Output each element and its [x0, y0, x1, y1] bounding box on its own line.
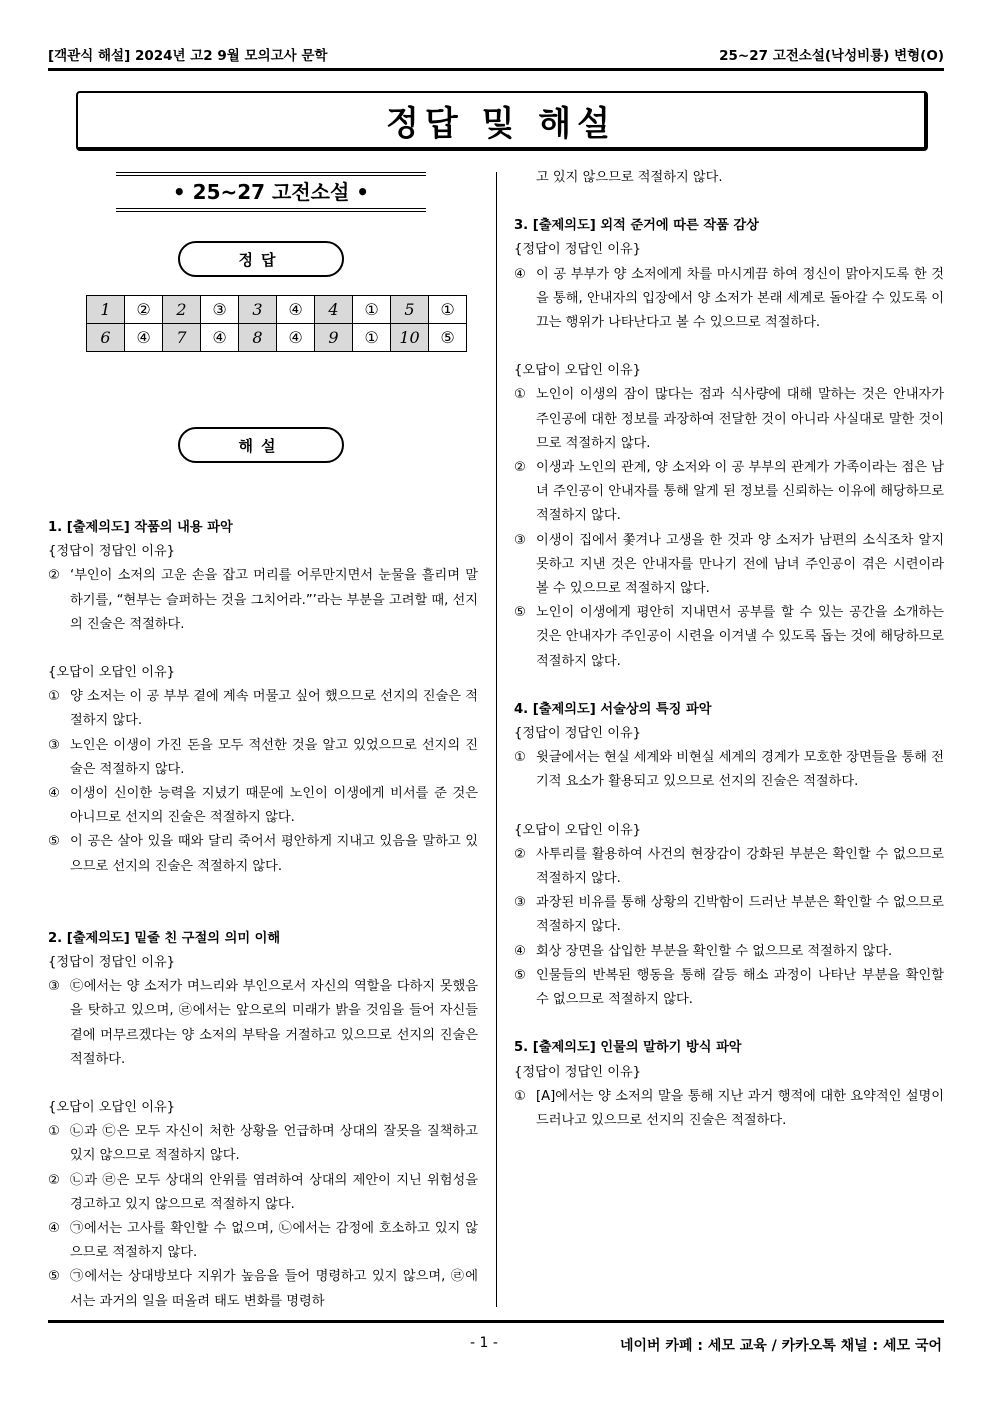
question-number: 7: [163, 324, 201, 352]
choice-marker: ④: [48, 786, 60, 802]
list-item: [48, 1169, 478, 1217]
explanation-text: ㉡과 ㉢은 모두 자신이 처한 상황을 언급하며 상대의 잘못을 질책하고 있지 않으므로 적절하지 않다.: [70, 1124, 478, 1164]
explanation-text: ㉡과 ㉣은 모두 상대의 안위를 염려하여 상대의 제안이 지닌 위험성을 경고하고 있지 않으므로 적절하지 않다.: [70, 1172, 478, 1212]
correct-reason-label: {정답이 정답인 이유}: [514, 1064, 642, 1080]
question-number: 10: [391, 324, 429, 352]
choice-marker: ①: [514, 1088, 526, 1104]
explanation-text: ㉢에서는 양 소저가 며느리와 부인으로서 자신의 역할을 다하지 못했음을 탓하고 있으며, ㉣에서는 앞으로의 미래가 밝을 것임을 들어 자신들 곁에 머무르겠다는 양 소저의 부탁을 거절하고 있으므로 선지의 진술은 적절하다.: [70, 979, 478, 1067]
list-item: [48, 685, 478, 733]
q1-title: 1. [출제의도] 작품의 내용 파악: [48, 520, 233, 535]
explanation-text: ‘부인이 소저의 고운 손을 잡고 머리를 어루만지면서 눈물을 흘리며 말하기를, “현부는 슬퍼하는 것을 그치어라.”’라는 부분을 고려할 때, 선지의 진술은 적절하다.: [70, 568, 478, 632]
correct-reason-label: {정답이 정답인 이유}: [48, 544, 176, 560]
answer-choice: ⑤: [429, 324, 467, 352]
header-left: [객관식 해설] 2024년 고2 9월 모의고사 문학: [48, 48, 328, 64]
list-item: [48, 975, 478, 1072]
page-number: - 1 -: [470, 1335, 498, 1351]
choice-marker: ⑤: [48, 1269, 60, 1285]
answer-table: [86, 295, 467, 352]
choice-marker: ④: [514, 943, 526, 959]
answer-row: [87, 296, 467, 324]
list-item: [514, 383, 944, 456]
answer-choice: ①: [429, 296, 467, 324]
answer-pill: 정답: [178, 241, 344, 277]
choice-marker: ④: [48, 1221, 60, 1237]
page-title: 정답 및 해설: [76, 91, 928, 151]
list-item: [48, 1120, 478, 1168]
topic-banner: [116, 172, 426, 212]
list-item: [514, 1085, 944, 1133]
answer-choice: ④: [125, 324, 163, 352]
wrong-reason-label: {오답이 오답인 이유}: [514, 363, 642, 379]
list-item: [514, 263, 944, 336]
list-item: [514, 746, 944, 794]
list-item: [48, 830, 478, 878]
choice-marker: ②: [48, 1172, 60, 1188]
list-item: [48, 1217, 478, 1265]
answer-choice: ①: [353, 296, 391, 324]
question-number: 1: [87, 296, 125, 324]
list-item: [514, 940, 944, 964]
explanation-text: [A]에서는 양 소저의 말을 통해 지난 과거 행적에 대한 요약적인 설명이 드러나고 있으므로 선지의 진술은 적절하다.: [536, 1088, 944, 1128]
list-item: [48, 782, 478, 830]
explanation-text: 이생이 신이한 능력을 지녔기 때문에 노인이 이생에게 비서를 준 것은 아니므로 선지의 진술은 적절하지 않다.: [70, 786, 478, 826]
choice-marker: ③: [514, 895, 526, 911]
question-number: 3: [239, 296, 277, 324]
choice-marker: ①: [514, 750, 526, 766]
choice-marker: ③: [48, 979, 60, 995]
choice-marker: ⑤: [514, 967, 526, 983]
explanation-text: 사투리를 활용하여 사건의 현장감이 강화된 부분은 확인할 수 없으므로 적절하지 않다.: [536, 846, 944, 887]
choice-marker: ⑤: [514, 605, 526, 621]
question-number: 5: [391, 296, 429, 324]
footer-credit: 네이버 카페 : 세모 교육 / 카카오톡 채널 : 세모 국어: [619, 1338, 942, 1354]
question-number: 8: [239, 324, 277, 352]
header-right: 25~27 고전소설(낙성비룡) 변형(O): [719, 48, 944, 64]
choice-marker: ②: [48, 568, 60, 584]
choice-marker: ④: [514, 266, 526, 282]
question-number: 6: [87, 324, 125, 352]
choice-marker: ⑤: [48, 834, 60, 850]
wrong-reason-label: {오답이 오답인 이유}: [48, 665, 176, 681]
footer-rule: [48, 1320, 944, 1323]
topic-title: • 25~27 고전소설 •: [172, 180, 370, 204]
answer-row: [87, 324, 467, 352]
header-rule: [48, 68, 944, 71]
right-column: [514, 166, 944, 1133]
continued-text: 고 있지 않으므로 적절하지 않다.: [536, 170, 723, 185]
explanation-text: 양 소저는 이 공 부부 곁에 계속 머물고 싶어 했으므로 선지의 진술은 적절하지 않다.: [70, 689, 478, 729]
explanation-text: 노인이 이생에게 평안히 지내면서 공부를 할 수 있는 공간을 소개하는 것은 안내자가 주인공이 시련을 이겨낼 수 있도록 돕는 것에 해당하므로 적절하지 않다.: [536, 605, 944, 669]
explanation-text: 인물들의 반복된 행동을 통해 갈등 해소 과정이 나타난 부분을 확인할 수 없으므로 적절하지 않다.: [536, 967, 944, 1008]
left-column: [48, 516, 478, 1314]
q3-title: 3. [출제의도] 외적 준거에 따른 작품 감상: [514, 218, 759, 234]
explanation-pill: 해설: [178, 427, 344, 463]
choice-marker: ②: [514, 846, 526, 862]
explanation-text: 이생과 노인의 관계, 양 소저와 이 공 부부의 관계가 가족이라는 점은 남녀 주인공이 안내자를 통해 알게 된 정보를 신뢰하는 이유에 해당하므로 적절하지 않다.: [536, 460, 944, 524]
correct-reason-label: {정답이 정답인 이유}: [48, 955, 176, 971]
correct-reason-label: {정답이 정답인 이유}: [514, 726, 642, 742]
explanation-text: 이 공은 살아 있을 때와 달리 죽어서 평안하게 지내고 있음을 말하고 있으므로 선지의 진술은 적절하지 않다.: [70, 834, 478, 874]
choice-marker: ①: [48, 1124, 60, 1140]
column-divider: [496, 172, 497, 1307]
question-number: 9: [315, 324, 353, 352]
answer-choice: ④: [277, 296, 315, 324]
wrong-reason-label: {오답이 오답인 이유}: [514, 822, 642, 838]
list-item: [48, 734, 478, 782]
question-number: 4: [315, 296, 353, 324]
list-item: [514, 601, 944, 674]
explanation-text: 회상 장면을 삽입한 부분을 확인할 수 없으므로 적절하지 않다.: [536, 943, 893, 959]
explanation-text: 노인이 이생의 잠이 많다는 점과 식사량에 대해 말하는 것은 안내자가 주인공에 대한 정보를 과장하여 전달한 것이 아니라 사실대로 말한 것이므로 적절하지 않다.: [536, 387, 944, 451]
list-item: [514, 891, 944, 939]
list-item: [514, 843, 944, 891]
explanation-text: 이생이 집에서 쫓겨나 고생을 한 것과 양 소저가 남편의 소식조차 알지 못하고 지낸 것은 안내자를 만나기 전에 남녀 주인공이 겪은 시련이라 볼 수 있으므로 적절하지 않다.: [536, 532, 944, 597]
explanation-text: 윗글에서는 현실 세계와 비현실 세계의 경계가 모호한 장면들을 통해 전기적 요소가 활용되고 있으므로 선지의 진술은 적절하다.: [536, 750, 944, 790]
correct-reason-label: {정답이 정답인 이유}: [514, 242, 642, 258]
list-item: [514, 964, 944, 1012]
choice-marker: ③: [514, 532, 526, 548]
explanation-text: ㉠에서는 상대방보다 지위가 높음을 들어 명령하고 있지 않으며, ㉣에서는 과거의 일을 떠올려 태도 변화를 명령하: [70, 1269, 478, 1309]
list-item: [48, 564, 478, 637]
answer-choice: ③: [201, 296, 239, 324]
wrong-reason-label: {오답이 오답인 이유}: [48, 1100, 176, 1116]
choice-marker: ①: [514, 387, 526, 403]
answer-choice: ①: [353, 324, 391, 352]
explanation-text: ㉠에서는 고사를 확인할 수 없으며, ㉡에서는 감정에 호소하고 있지 않으므로 적절하지 않다.: [70, 1221, 478, 1261]
list-item: [514, 456, 944, 529]
list-item: [514, 529, 944, 602]
explanation-text: 노인은 이생이 가진 돈을 모두 적선한 것을 알고 있었으므로 선지의 진술은 적절하지 않다.: [70, 737, 478, 777]
choice-marker: ③: [48, 737, 60, 753]
answer-choice: ④: [201, 324, 239, 352]
choice-marker: ①: [48, 689, 60, 705]
list-item: [48, 1265, 478, 1313]
page-header: [48, 38, 944, 64]
answer-choice: ②: [125, 296, 163, 324]
q5-title: 5. [출제의도] 인물의 말하기 방식 파악: [514, 1040, 742, 1056]
q4-title: 4. [출제의도] 서술상의 특징 파악: [514, 701, 712, 717]
explanation-text: 이 공 부부가 양 소저에게 차를 마시게끔 하여 정신이 맑아지도록 한 것을 통해, 안내자의 입장에서 양 소저가 본래 세계로 돌아갈 수 있도록 이끄는 행위가 나타난다고 볼 수 있으므로 적절하다.: [536, 266, 944, 331]
choice-marker: ②: [514, 460, 526, 476]
answer-choice: ④: [277, 324, 315, 352]
question-number: 2: [163, 296, 201, 324]
q2-title: 2. [출제의도] 밑줄 친 구절의 의미 이해: [48, 930, 281, 946]
explanation-text: 과장된 비유를 통해 상황의 긴박함이 드러난 부분은 확인할 수 없으므로 적절하지 않다.: [536, 895, 944, 935]
